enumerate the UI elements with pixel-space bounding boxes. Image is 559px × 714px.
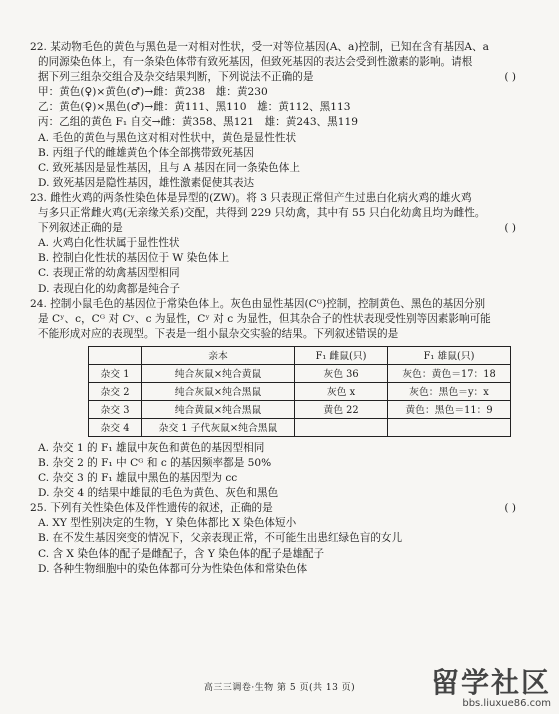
table-cell: 杂交 4	[89, 418, 142, 436]
q23-option-b: B. 控制白化性状的基因位于 W 染色体上	[38, 252, 230, 265]
q23-answer-paren: ( )	[504, 222, 516, 235]
q24-stem-line-1: 24. 控制小鼠毛色的基因位于常染色体上。灰色由显性基因(Cᴳ)控制，控制黄色、黑色的基因分别	[30, 297, 486, 310]
q22-answer-paren: ( )	[504, 71, 516, 84]
q24-option-b: B. 杂交 2 的 F₁ 中 Cᴳ 和 c 的基因频率都是 50%	[38, 456, 272, 469]
table-header-cell: F₁ 雌鼠(只)	[295, 346, 388, 364]
question-23	[30, 191, 530, 297]
q23-option-a: A. 火鸡白化性状属于显性性状	[38, 237, 180, 250]
table-cell	[295, 418, 388, 436]
table-cell	[388, 418, 511, 436]
table-cell: 杂交 1	[89, 364, 142, 382]
q22-option-d: D. 致死基因是隐性基因，雄性激素促使其表达	[38, 176, 255, 189]
table-row	[89, 364, 511, 382]
q22-option-b: B. 丙组子代的雌雄黄色个体全部携带致死基因	[38, 146, 254, 159]
table-row	[89, 400, 511, 418]
watermark-url: bbs.liuxue86.com	[462, 698, 551, 709]
watermark-logo: 留学社区	[430, 666, 551, 699]
q22-stem-line-3: 据下列三组杂交组合及杂交结果判断，下列说法不正确的是	[38, 71, 314, 84]
watermark	[431, 668, 551, 710]
q23-option-c: C. 表现正常的幼禽基因型相同	[38, 267, 180, 280]
table-cell: 灰色 36	[295, 364, 388, 382]
table-cell: 杂交 3	[89, 400, 142, 418]
table-header-cell	[89, 346, 142, 364]
q25-answer-paren: ( )	[504, 502, 516, 515]
q23-stem-line-2: 与多只正常雌火鸡(无亲缘关系)交配，共得到 229 只幼禽，其中有 55 只白化幼禽且均为雌性。	[38, 207, 486, 220]
table-row	[89, 382, 511, 400]
q24-option-c: C. 杂交 3 的 F₁ 雄鼠中黑色的基因型为 cc	[38, 472, 238, 485]
q25-option-d: D. 各种生物细胞中的染色体都可分为性染色体和常染色体	[38, 562, 308, 575]
table-cell: 纯合黄鼠×纯合黑鼠	[142, 400, 295, 418]
q22-stem-line-1: 22. 某动物毛色的黄色与黑色是一对相对性状，受一对等位基因(A、a)控制，已知在含有基因A、a	[30, 41, 489, 53]
q24-option-d: D. 杂交 4 的结果中雄鼠的毛色为黄色、灰色和黑色	[38, 487, 279, 500]
q22-cross-bing: 丙：乙组的黄色 F₁ 自交→雌：黄358、黑121 雄：黄243、黑119	[38, 116, 358, 129]
question-25	[30, 501, 530, 576]
q23-option-d: D. 表现白化的幼禽都是纯合子	[38, 282, 180, 295]
question-22	[30, 40, 530, 191]
table-cell: 纯合灰鼠×纯合黄鼠	[142, 364, 295, 382]
q22-option-c: C. 致死基因是显性基因，且与 A 基因在同一条染色体上	[38, 161, 300, 174]
question-24	[30, 297, 530, 502]
page-footer: 高三三调卷·生物 第 5 页(共 13 页)	[203, 683, 356, 693]
q25-option-b: B. 在不发生基因突变的情况下，父亲表现正常，不可能生出患红绿色盲的女儿	[38, 532, 403, 545]
table-header-cell: F₁ 雄鼠(只)	[388, 346, 511, 364]
cross-results-table	[88, 346, 511, 437]
q23-stem-line-1: 23. 雌性火鸡的两条性染色体是异型的(ZW)。将 3 只表现正常但产生过患白化病火鸡的雄火鸡	[30, 191, 472, 204]
table-cell: 灰色：黄色＝17：18	[388, 364, 511, 382]
q22-cross-yi: 乙：黄色(♀)×黑色(♂)→雌：黄111、黑110 雄：黄112、黑113	[38, 101, 351, 114]
q24-stem-line-3: 不能形成对应的表现型。下表是一组小鼠杂交实验的结果。下列叙述错误的是	[38, 327, 399, 340]
table-cell: 纯合灰鼠×纯合黑鼠	[142, 382, 295, 400]
table-cell: 黄色 22	[295, 400, 388, 418]
q22-option-a: A. 毛色的黄色与黑色这对相对性状中，黄色是显性性状	[38, 131, 297, 144]
table-cell: 灰色 x	[295, 382, 388, 400]
q25-stem-line-1: 25. 下列有关性染色体及伴性遗传的叙述，正确的是	[30, 502, 273, 515]
q25-option-c: C. 含 X 染色体的配子是雌配子，含 Y 染色体的配子是雄配子	[38, 547, 325, 560]
table-cell: 灰色：黑色＝y：x	[388, 382, 511, 400]
table-cell: 黄色：黑色＝11：9	[388, 400, 511, 418]
question-page	[30, 40, 530, 577]
q22-stem-line-2: 的同源染色体上，有一条染色体带有致死基因，但致死基因的表达会受到性激素的影响。请根	[38, 56, 473, 69]
q24-stem-line-2: 是 Cʸ、c，Cᴳ 对 Cʸ、c 为显性，Cʸ 对 c 为显性，但其杂合子的性状表现受性别等因素影响可能	[38, 312, 491, 325]
table-cell: 杂交 1 子代灰鼠×纯合黑鼠	[142, 418, 295, 436]
table-cell: 杂交 2	[89, 382, 142, 400]
q24-option-a: A. 杂交 1 的 F₁ 雄鼠中灰色和黄色的基因型相同	[38, 441, 265, 454]
q22-cross-jia: 甲：黄色(♀)×黄色(♂)→雌：黄238 雄：黄230	[38, 86, 268, 99]
table-row	[89, 418, 511, 436]
q25-option-a: A. XY 型性别决定的生物，Y 染色体都比 X 染色体短小	[38, 517, 297, 530]
table-header-row	[89, 346, 511, 364]
q23-stem-line-3: 下列叙述正确的是	[38, 222, 123, 235]
table-header-cell: 亲本	[142, 346, 295, 364]
